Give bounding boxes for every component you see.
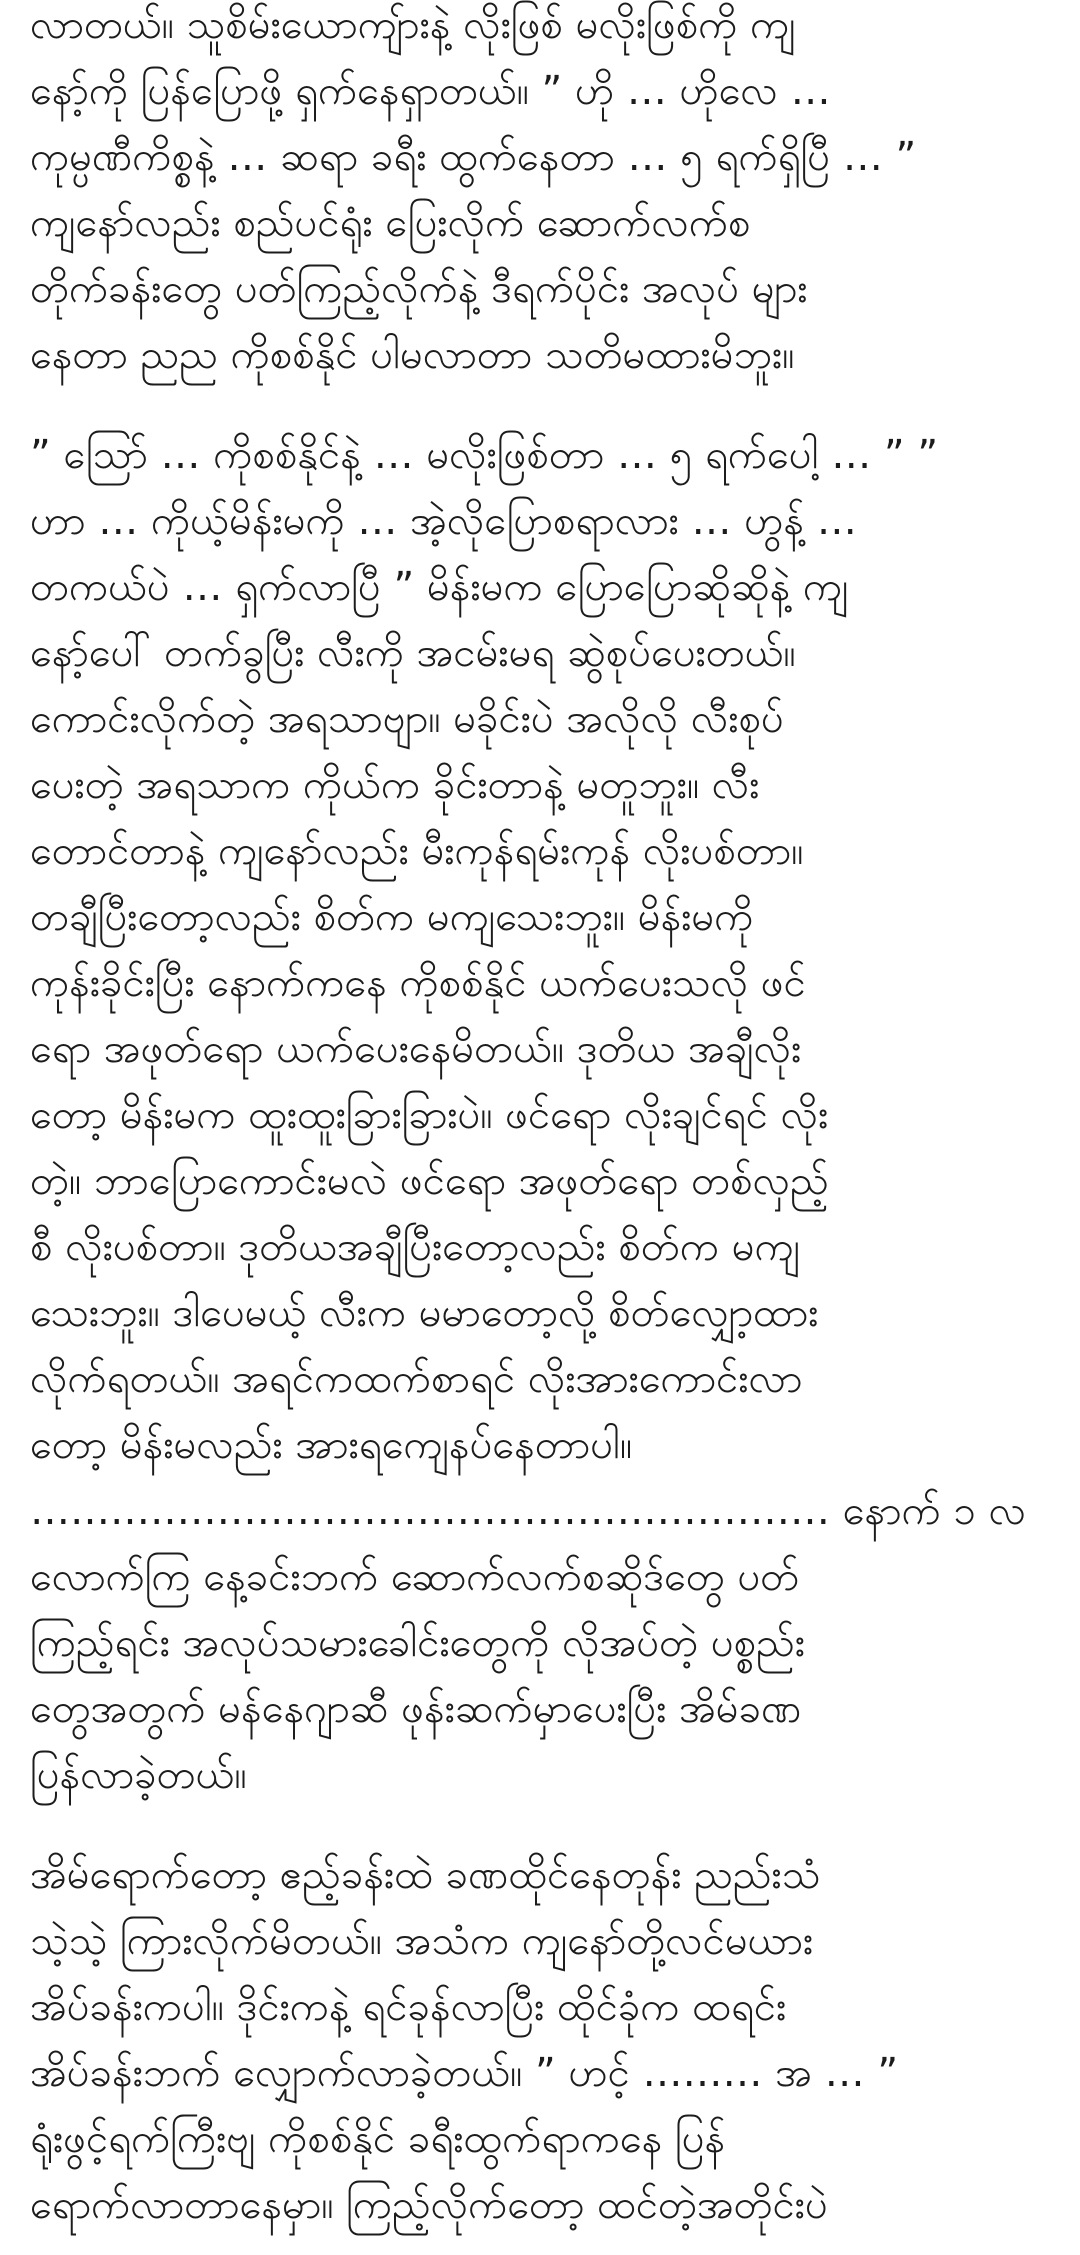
paragraph-1: လာတယ်။ သူစိမ်းယောကျ်ားနဲ့ လိုးဖြစ် မလိုးဖြစ်ကို ကျ နော့်ကို ပြန်ပြောဖို့ ရှက်နေရှာတယ်။ ” ဟို … ဟိုလေ … ကုမ္ပဏီကိစ္စနဲ့ … ဆရာ ခရီး ထွက်နေတာ … ၅ ရက်ရှိပြီ … ” ကျနော်လည်း စည်ပင်ရုံး ပြေးလိုက် ဆောက်လက်စ တိုက်ခန်းတွေ ပတ်ကြည့်လိုက်နဲ့ ဒီရက်ပိုင်း အလုပ် များ နေတာ ညည ကိုစစ်နိုင် ပါမလာတာ သတိမထားမိဘူး။ [30, 2, 917, 378]
paragraph-2: ” သြော် … ကိုစစ်နိုင်နဲ့ … မလိုးဖြစ်တာ … ၅ ရက်ပေါ့ … ” ” ဟာ … ကိုယ့်မိန်းမကို … အဲ့လိုပြောစရာလား … ဟွန့် … တကယ်ပဲ … ရှက်လာပြီ ” မိန်းမက ပြောပြောဆိုဆိုနဲ့ ကျ နော့်ပေါ် တက်ခွပြီး လီးကို အငမ်းမရ ဆွဲစုပ်ပေးတယ်။ ကောင်းလိုက်တဲ့ အရသာဗျာ။ မခိုင်းပဲ အလိုလို လီးစုပ် ပေးတဲ့ အရသာက ကိုယ်က ခိုင်းတာနဲ့ မတူဘူး။ လီး တောင်တာနဲ့ ကျနော်လည်း မီးကုန်ရမ်းကုန် လိုးပစ်တာ။ တချီပြီးတော့လည်း စိတ်က မကျသေးဘူး။ မိန်းမကို ကုန်းခိုင်းပြီး နောက်ကနေ ကိုစစ်နိုင် ယက်ပေးသလို ဖင် ရော အဖုတ်ရော ယက်ပေးနေမိတယ်။ ဒုတိယ အချီလိုး တော့ မိန်းမက ထူးထူးခြားခြားပဲ။ ဖင်ရော လိုးချင်ရင် လိုး တဲ့။ ဘာပြောကောင်းမလဲ ဖင်ရော အဖုတ်ရော တစ်လှည့် စီ လိုးပစ်တာ။ ဒုတိယအချီပြီးတော့လည်း စိတ်က မကျ သေးဘူး။ ဒါပေမယ့် လီးက မမာတော့လို့ စိတ်လျှော့ထား လိုက်ရတယ်။ အရင်ကထက်စာရင် လိုးအားကောင်းလာ တော့ မိန်းမလည်း အားရကျေနပ်နေတာပါ။ …………………………………………………… နောက် ၁ လ လောက်ကြ နေ့ခင်းဘက် ဆောက်လက်စဆိုဒ်တွေ ပတ် ကြည့်ရင်း အလုပ်သမားခေါင်းတွေကို လိုအပ်တဲ့ ပစ္စည်း တွေအတွက် မန်နေဂျာဆီ ဖုန်းဆက်မှာပေးပြီး အိမ်ခဏ ပြန်လာခဲ့တယ်။ [30, 432, 1027, 1798]
paragraph-3: အိမ်ရောက်တော့ ဧည့်ခန်းထဲ ခဏထိုင်နေတုန်း ညည်းသံ သဲ့သဲ့ ကြားလိုက်မိတယ်။ အသံက ကျနော်တို့လင်မယား အိပ်ခန်းကပါ။ ဒိုင်းကနဲ့ ရင်ခုန်လာပြီး ထိုင်ခုံက ထရင်း အိပ်ခန်းဘက် လျှောက်လာခဲ့တယ်။ ” ဟင့် ……… အ … ” ရုံးဖွင့်ရက်ကြီးဗျ ကိုစစ်နိုင် ခရီးထွက်ရာကနေ ပြန် ရောက်လာတာနေမှာ။ ကြည့်လိုက်တော့ ထင်တဲ့အတိုင်းပဲ [30, 1852, 899, 2228]
